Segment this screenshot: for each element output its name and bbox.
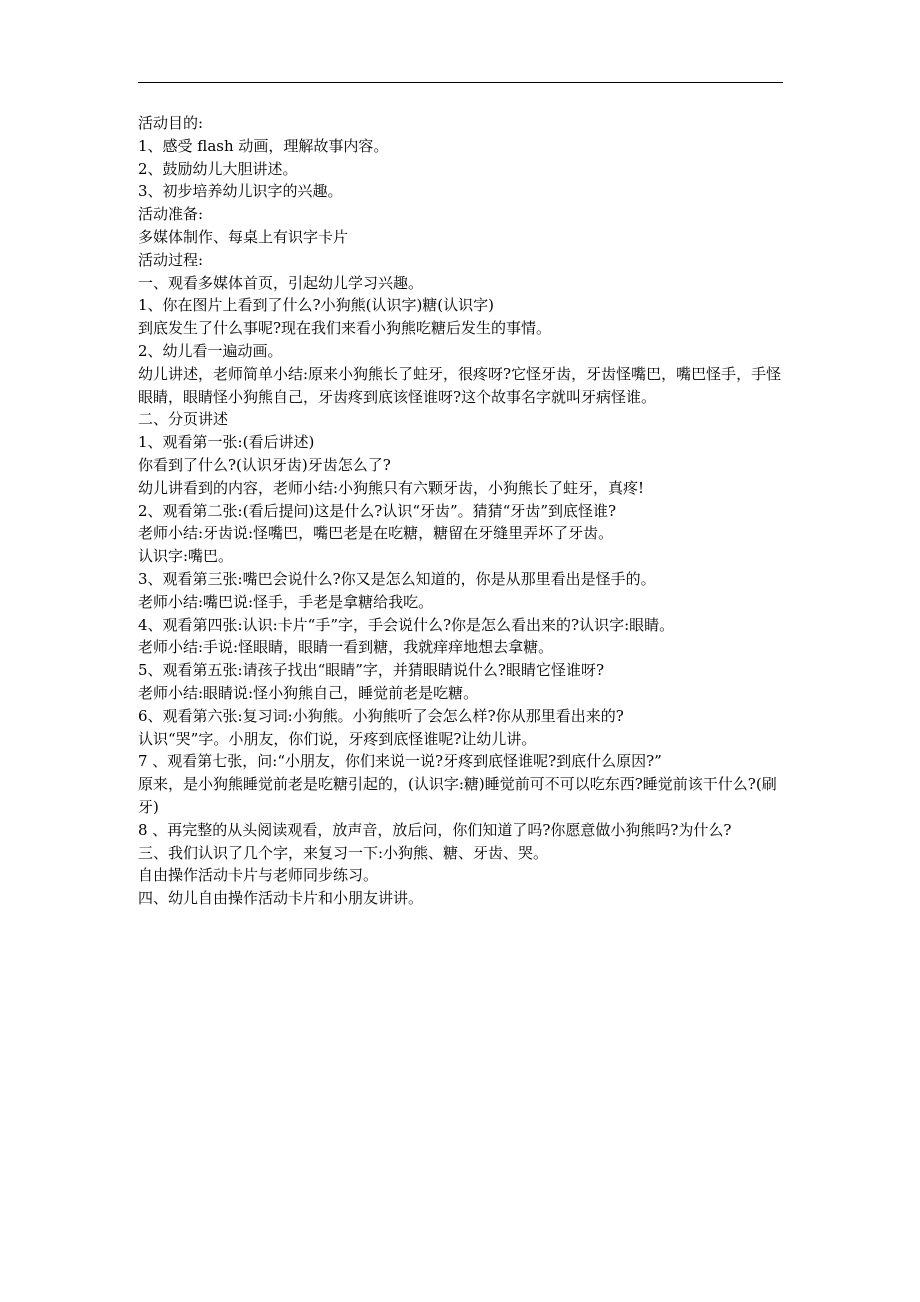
text-line: 老师小结:嘴巴说:怪手，手老是拿糖给我吃。 xyxy=(138,592,434,611)
text-line: 2、幼儿看一遍动画。 xyxy=(138,341,283,360)
text-line: 活动目的: xyxy=(138,114,204,132)
text-line: 1、你在图片上看到了什么?小狗熊(认识字)糖(认识字) xyxy=(138,296,494,315)
text-line: 1、感受 flash 动画，理解故事内容。 xyxy=(138,136,389,155)
document-body xyxy=(138,112,788,910)
text-line: 7 、观看第七张，问:“小朋友，你们来说一说?牙疼到底怪谁呢?到底什么原因?” xyxy=(138,752,662,771)
text-line: 活动准备: xyxy=(138,205,204,224)
text-line: 认识“哭”字。小朋友，你们说，牙疼到底怪谁呢?让幼儿讲。 xyxy=(138,729,537,748)
text-line: 三、我们认识了几个字，来复习一下:小狗熊、糖、牙齿、哭。 xyxy=(138,843,549,862)
text-line: 活动过程: xyxy=(138,250,204,269)
text-line: 2、观看第二张:(看后提问)这是什么?认识“牙齿”。猜猜“牙齿”到底怪谁? xyxy=(138,501,617,520)
text-line: 认识字:嘴巴。 xyxy=(138,547,234,566)
text-line: 3、初步培养幼儿识字的兴趣。 xyxy=(138,182,343,201)
text-line: 1、观看第一张:(看后讲述) xyxy=(138,433,315,452)
text-line: 自由操作活动卡片与老师同步练习。 xyxy=(138,866,379,885)
text-line: 老师小结:手说:怪眼睛，眼睛一看到糖，我就痒痒地想去拿糖。 xyxy=(138,638,554,657)
text-paragraph: 原来，是小狗熊睡觉前老是吃糖引起的，(认识字:糖)睡觉前可不可以吃东西?睡觉前该干什么?(刷牙) xyxy=(138,775,777,816)
text-line: 4、观看第四张:认识:卡片“手”字，手会说什么?你是怎么看出来的?认识字:眼睛。 xyxy=(138,615,675,634)
text-line: 多媒体制作、每桌上有识字卡片 xyxy=(138,227,349,246)
text-line: 3、观看第三张:嘴巴会说什么?你又是怎么知道的，你是从那里看出是怪手的。 xyxy=(138,569,656,588)
text-line: 二、分页讲述 xyxy=(138,410,229,429)
text-line: 你看到了什么?(认识牙齿)牙齿怎么了? xyxy=(138,455,391,474)
text-line: 幼儿讲看到的内容，老师小结:小狗熊只有六颗牙齿，小狗熊长了蛀牙，真疼! xyxy=(138,478,645,497)
text-line: 到底发生了什么事呢?现在我们来看小狗熊吃糖后发生的事情。 xyxy=(138,319,552,338)
text-paragraph: 幼儿讲述，老师简单小结:原来小狗熊长了蛀牙，很疼呀?它怪牙齿，牙齿怪嘴巴，嘴巴怪手，手怪眼睛，眼睛怪小狗熊自己，牙齿疼到底该怪谁呀?这个故事名字就叫牙病怪谁。 xyxy=(138,364,782,406)
text-line: 6、观看第六张:复习词:小狗熊。小狗熊听了会怎么样?你从那里看出来的? xyxy=(138,706,624,725)
text-line: 2、鼓励幼儿大胆讲述。 xyxy=(138,159,298,178)
text-line: 一、观看多媒体首页，引起幼儿学习兴趣。 xyxy=(138,273,424,292)
text-line: 四、幼儿自由操作活动卡片和小朋友讲讲。 xyxy=(138,889,424,908)
text-line: 老师小结:眼睛说:怪小狗熊自己，睡觉前老是吃糖。 xyxy=(138,683,479,702)
text-line: 8 、再完整的从头阅读观看，放声音，放后问，你们知道了吗?你愿意做小狗熊吗?为什么? xyxy=(138,820,732,839)
header-rule xyxy=(138,82,783,83)
text-line: 5、观看第五张:请孩子找出“眼睛”字，并猜眼睛说什么?眼睛它怪谁呀? xyxy=(138,661,605,680)
text-line: 老师小结:牙齿说:怪嘴巴，嘴巴老是在吃糖，糖留在牙缝里弄坏了牙齿。 xyxy=(138,524,614,543)
